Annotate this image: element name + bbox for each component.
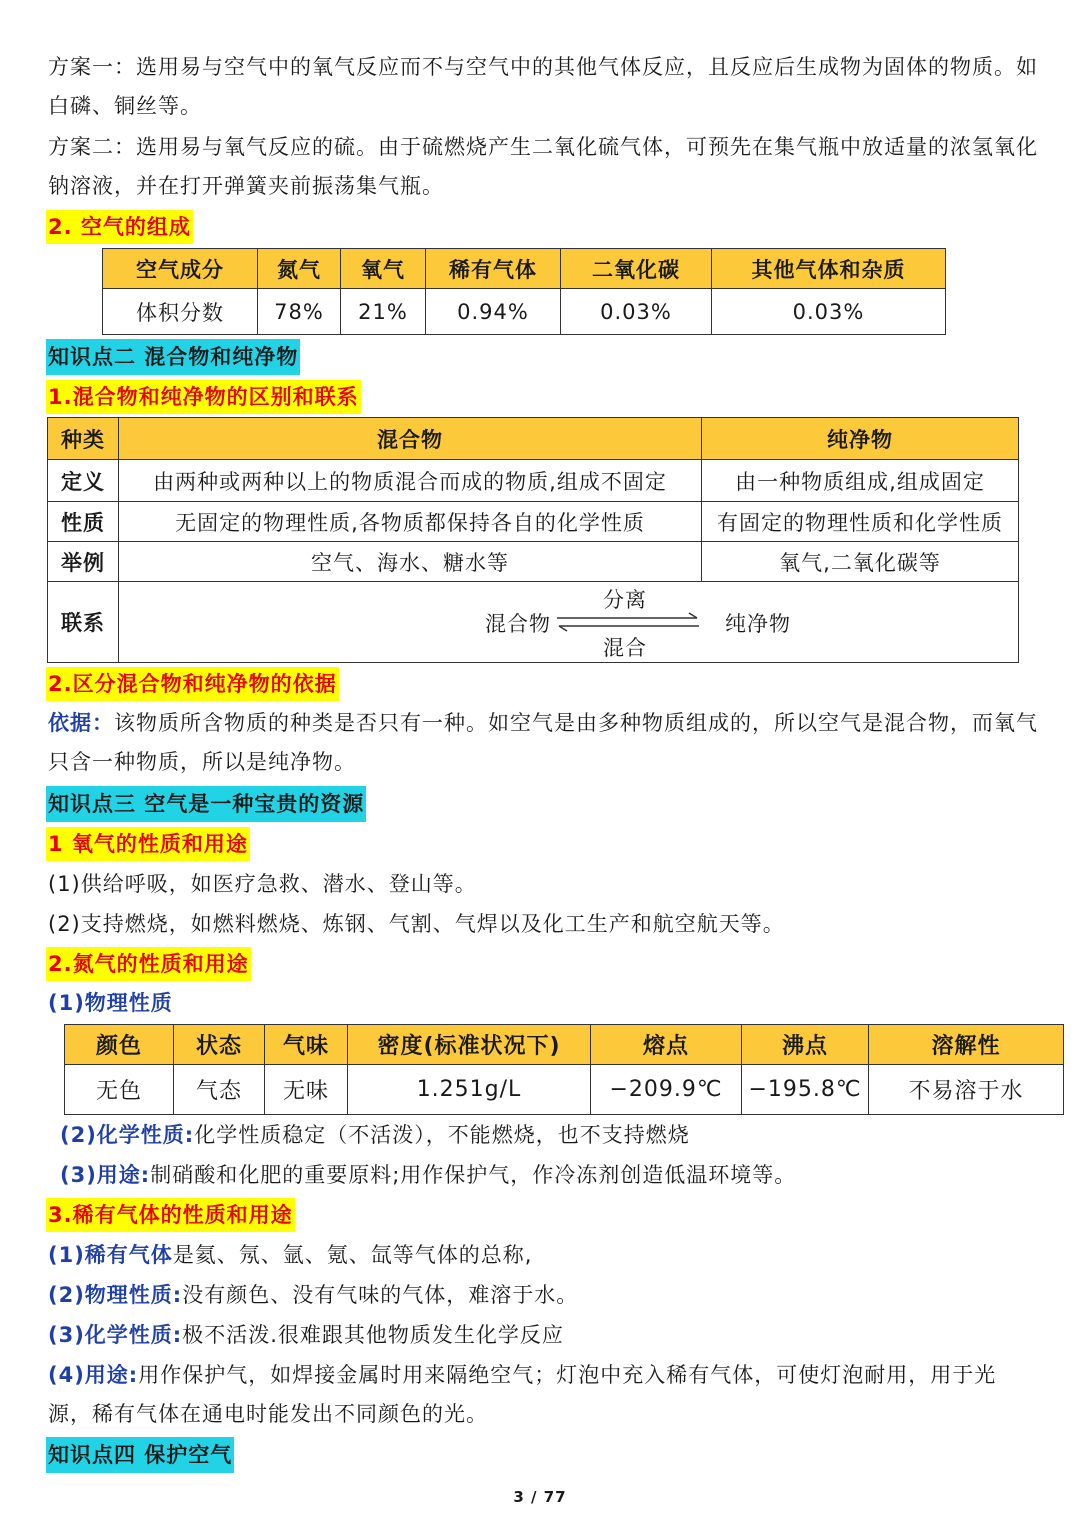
table-cell: 0.94% [426,289,561,335]
oxygen-use-2: (2)支持燃烧，如燃料燃烧、炼钢、气割、气焊以及化工生产和航空航天等。 [48,912,785,936]
section-air-composition-heading: 2. 空气的组成 [46,210,193,244]
table-cell: 0.03% [561,289,712,335]
table-header: 纯净物 [702,418,1019,460]
rare-gas-definition-line [48,1236,533,1274]
table-header: 稀有气体 [426,249,561,289]
mixture-pure-table [47,417,1019,663]
rare-gas-use-label: (4)用途: [48,1363,139,1387]
table-header: 溶解性 [869,1025,1064,1065]
nitrogen-use-label: (3)用途: [60,1163,151,1187]
table-header: 空气成分 [103,249,258,289]
rare-gas-definition-text: 是氦、氖、氩、氪、氙等气体的总称, [172,1243,533,1267]
table-header: 熔点 [591,1025,742,1065]
table-cell: −195.8℃ [742,1065,869,1115]
air-composition-table [102,248,946,335]
table-header: 混合物 [119,418,702,460]
mixing-label: 混合 [603,636,647,660]
rare-gas-chemical-text: 极不活泼.很难跟其他物质发生化学反应 [182,1323,564,1347]
table-header: 密度(标准状况下) [348,1025,591,1065]
separation-label: 分离 [603,588,647,612]
table-header: 氮气 [258,249,341,289]
rare-gas-chemical-line [48,1316,564,1354]
table-cell: 78% [258,289,341,335]
table-header: 其他气体和杂质 [712,249,946,289]
table-header: 沸点 [742,1025,869,1065]
table-cell: 氧气,二氧化碳等 [702,542,1019,582]
table-header: 气味 [265,1025,348,1065]
table-cell: 空气、海水、糖水等 [119,542,702,582]
table-cell: 气态 [174,1065,265,1115]
row-label: 定义 [48,460,119,502]
pure-substance-label: 纯净物 [725,612,791,636]
section-nitrogen-heading: 2.氮气的性质和用途 [46,947,251,981]
section-mixture-pure-heading: 1.混合物和纯净物的区别和联系 [46,380,361,414]
section-distinguish-heading: 2.区分混合物和纯净物的依据 [46,667,339,701]
rare-gas-use-paragraph [48,1356,1038,1434]
table-header: 颜色 [65,1025,174,1065]
nitrogen-chemical-label: (2)化学性质: [60,1123,195,1147]
rare-gas-chemical-label: (3)化学性质: [48,1323,183,1347]
table-cell: 不易溶于水 [869,1065,1064,1115]
nitrogen-chemical-text: 化学性质稳定（不活泼），不能燃烧，也不支持燃烧 [194,1123,690,1147]
table-cell: 1.251g/L [348,1065,591,1115]
table-header: 状态 [174,1025,265,1065]
nitrogen-use-line [60,1156,796,1194]
table-header: 二氧化碳 [561,249,712,289]
table-cell: 无色 [65,1065,174,1115]
rare-gas-definition-label: (1)稀有气体 [48,1243,173,1267]
row-label: 性质 [48,502,119,542]
relation-diagram-cell [119,582,1019,663]
nitrogen-physical-label: (1)物理性质 [48,991,173,1015]
table-cell: 体积分数 [103,289,258,335]
table-cell: 由一种物质组成,组成固定 [702,460,1019,502]
mixture-label: 混合物 [485,612,551,636]
plan-one-paragraph: 方案一：选用易与空气中的氧气反应而不与空气中的其他气体反应，且反应后生成物为固体的物质。如白磷、铜丝等。 [48,55,1038,118]
basis-paragraph [48,704,1038,782]
section-oxygen-heading: 1 氧气的性质和用途 [46,827,250,861]
plan-two-paragraph: 方案二：选用易与氧气反应的硫。由于硫燃烧产生二氧化硫气体，可预先在集气瓶中放适量的浓氢氧化钠溶液，并在打开弹簧夹前振荡集气瓶。 [48,135,1038,198]
rare-gas-physical-line [48,1276,578,1314]
section-rare-gas-heading: 3.稀有气体的性质和用途 [46,1198,295,1232]
nitrogen-use-text: 制硝酸和化肥的重要原料;用作保护气，作冷冻剂创造低温环境等。 [150,1163,797,1187]
table-cell: 有固定的物理性质和化学性质 [702,502,1019,542]
table-cell: 无固定的物理性质,各物质都保持各自的化学性质 [119,502,702,542]
rare-gas-physical-label: (2)物理性质: [48,1283,183,1307]
table-header: 氧气 [341,249,426,289]
table-cell: 0.03% [712,289,946,335]
knowledge-point-four-title: 知识点四 保护空气 [46,1437,234,1473]
basis-label: 依据： [48,711,114,735]
table-header: 种类 [48,418,119,460]
nitrogen-chemical-line [60,1116,690,1154]
row-label: 联系 [48,582,119,663]
nitrogen-properties-table [64,1024,1064,1115]
basis-text: 该物质所含物质的种类是否只有一种。如空气是由多种物质组成的，所以空气是混合物，而氧气只含一种物质，所以是纯净物。 [48,711,1038,774]
reversible-arrow-icon [555,611,701,633]
page-number: 3 / 77 [513,1488,567,1506]
table-cell: 无味 [265,1065,348,1115]
knowledge-point-two-title: 知识点二 混合物和纯净物 [46,339,300,375]
oxygen-use-1: (1)供给呼吸，如医疗急救、潜水、登山等。 [48,872,477,896]
rare-gas-use-text: 用作保护气，如焊接金属时用来隔绝空气；灯泡中充入稀有气体，可使灯泡耐用，用于光源，稀有气体在通电时能发出不同颜色的光。 [48,1363,997,1426]
rare-gas-physical-text: 没有颜色、没有气味的气体，难溶于水。 [182,1283,579,1307]
row-label: 举例 [48,542,119,582]
knowledge-point-three-title: 知识点三 空气是一种宝贵的资源 [46,786,366,822]
table-cell: 21% [341,289,426,335]
table-cell: −209.9℃ [591,1065,742,1115]
table-cell: 由两种或两种以上的物质混合而成的物质,组成不固定 [119,460,702,502]
